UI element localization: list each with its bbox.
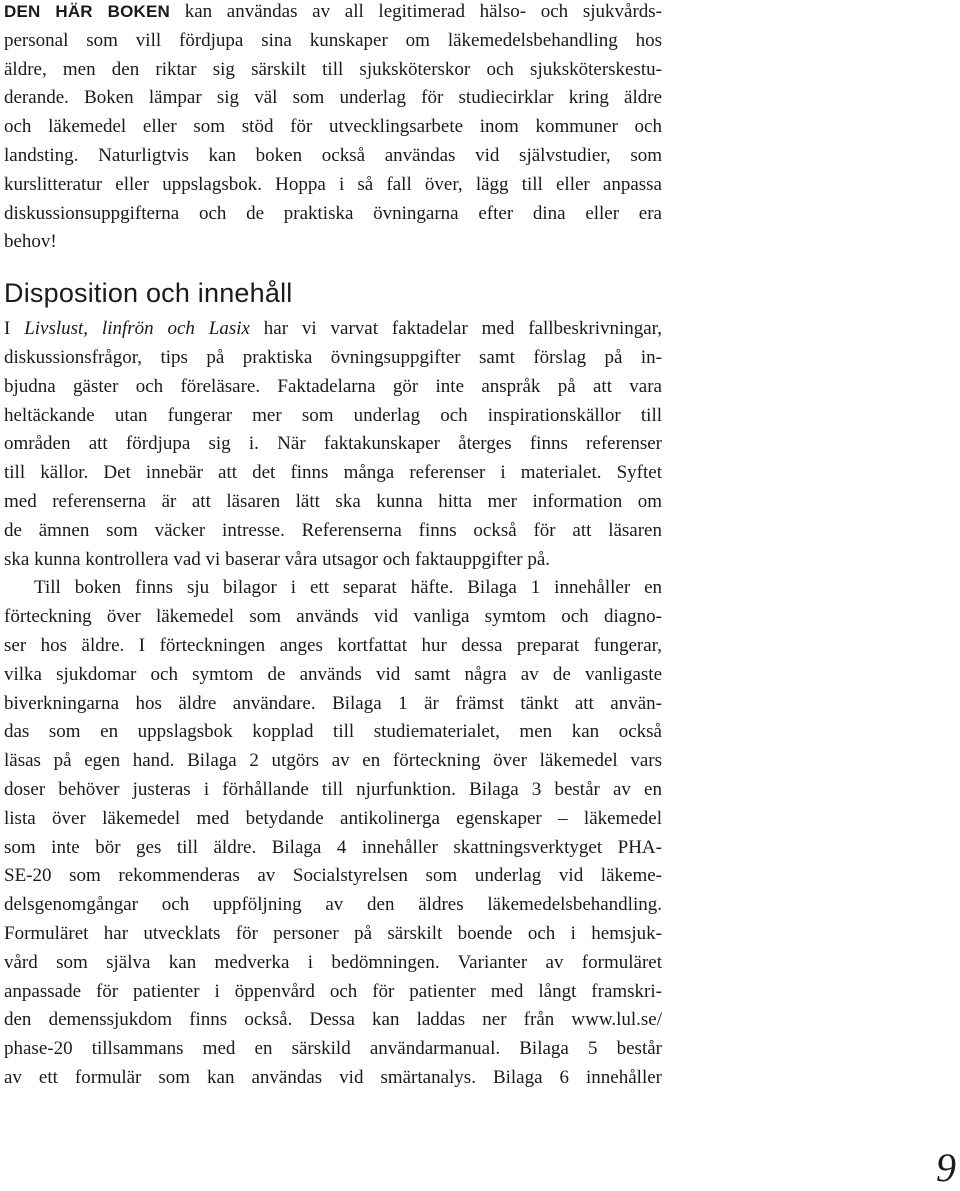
appendix-line: ser hos äldre. I förteckningen anges kortfattat hur dessa preparat fungerar, <box>4 634 662 656</box>
disposition-line: ska kunna kontrollera vad vi baserar våra utsagor och faktauppgifter på. <box>4 548 551 570</box>
disposition-line: heltäckande utan fungerar mer som underlag och inspirationskällor till <box>4 404 662 426</box>
disposition-line: I Livslust, linfrön och Lasix har vi varvat faktadelar med fallbeskrivningar, <box>4 318 662 340</box>
appendix-line: den demenssjukdom finns också. Dessa kan laddas ner från www.lul.se/ <box>4 1009 662 1031</box>
appendix-line: vård som själva kan medverka i bedömningen. Varianter av formuläret <box>4 951 662 973</box>
intro-line: och läkemedel eller som stöd för utvecklingsarbete inom kommuner och <box>4 116 662 138</box>
appendix-line: phase-20 tillsammans med en särskild användarmanual. Bilaga 5 består <box>4 1038 662 1060</box>
disposition-line: till källor. Det innebär att det finns många referenser i materialet. Syftet <box>4 462 662 484</box>
appendix-line: Till boken finns sju bilagor i ett separat häfte. Bilaga 1 innehåller en <box>34 577 662 599</box>
intro-line: äldre, men den riktar sig särskilt till sjuksköterskor och sjuksköterskestu- <box>4 58 662 80</box>
intro-line: kurslitteratur eller uppslagsbok. Hoppa i så fall över, lägg till eller anpassa <box>4 173 662 195</box>
intro-lead: DEN HÄR BOKEN <box>4 2 171 21</box>
appendix-line: Formuläret har utvecklats för personer på särskilt boende och i hemsjuk- <box>4 922 662 944</box>
intro-line: personal som vill fördjupa sina kunskaper om läkemedelsbehandling hos <box>4 29 662 51</box>
book-title: Livslust, linfrön och Lasix <box>24 318 250 340</box>
intro-line: landsting. Naturligtvis kan boken också användas vid självstudier, som <box>4 144 662 166</box>
appendix-line: SE-20 som rekommenderas av Socialstyrelsen som underlag vid läkeme- <box>4 865 662 887</box>
appendix-line: som inte bör ges till äldre. Bilaga 4 innehåller skattningsverktyget PHA- <box>4 836 662 858</box>
appendix-line: delsgenomgångar och uppföljning av den äldres läkemedelsbehandling. <box>4 894 662 916</box>
disposition-line: med referenserna är att läsaren lätt ska kunna hitta mer information om <box>4 490 662 512</box>
page-body <box>4 0 662 1093</box>
appendix-line: biverkningarna hos äldre användare. Bilaga 1 är främst tänkt att använ- <box>4 692 662 714</box>
appendix-line: läsas på egen hand. Bilaga 2 utgörs av en förteckning över läkemedel vars <box>4 750 662 772</box>
disposition-line: de ämnen som väcker intresse. Referenserna finns också för att läsaren <box>4 519 662 541</box>
appendix-line: förteckning över läkemedel som används vid vanliga symtom och diagno- <box>4 606 662 628</box>
page-number: 9 <box>936 1145 956 1190</box>
intro-line: diskussionsuppgifterna och de praktiska övningarna efter dina eller era <box>4 202 662 224</box>
intro-line: DEN HÄR BOKEN kan användas av all legitimerad hälso- och sjukvårds- <box>4 1 662 22</box>
intro-paragraph <box>4 0 662 257</box>
disposition-line: områden att fördjupa sig i. När faktakunskaper återges finns referenser <box>4 433 662 455</box>
appendix-line: av ett formulär som kan användas vid smärtanalys. Bilaga 6 innehåller <box>4 1066 662 1088</box>
appendix-line: vilka sjukdomar och symtom de används vid samt några av de vanligaste <box>4 663 662 685</box>
intro-line: derande. Boken lämpar sig väl som underlag för studiecirklar kring äldre <box>4 87 662 109</box>
disposition-line: diskussionsfrågor, tips på praktiska övningsuppgifter samt förslag på in- <box>4 346 662 368</box>
disposition-line: bjudna gäster och föreläsare. Faktadelarna gör inte anspråk på att vara <box>4 375 662 397</box>
intro-line: behov! <box>4 231 57 253</box>
appendix-paragraph <box>4 574 662 1092</box>
appendix-line: das som en uppslagsbok kopplad till studiematerialet, men kan också <box>4 721 662 743</box>
appendix-line: lista över läkemedel med betydande antikolinerga egenskaper – läkemedel <box>4 807 662 829</box>
appendix-line: doser behöver justeras i förhållande till njurfunktion. Bilaga 3 består av en <box>4 778 662 800</box>
section-heading: Disposition och innehåll <box>4 278 293 309</box>
appendix-line: anpassade för patienter i öppenvård och för patienter med långt framskri- <box>4 980 662 1002</box>
disposition-paragraph <box>4 315 662 574</box>
